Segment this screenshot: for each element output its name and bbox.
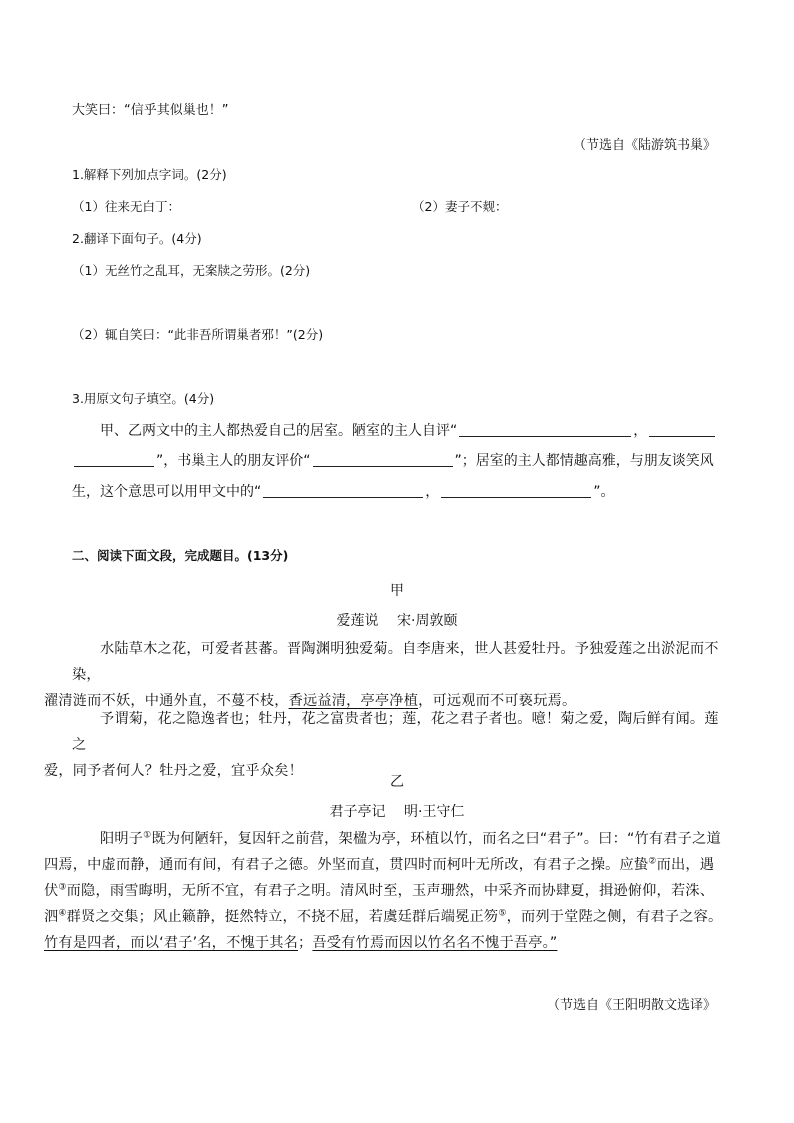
question-3-line-3: [72, 483, 615, 501]
answer-blank-4[interactable]: [263, 483, 423, 498]
yi-line-1a: 阳明子: [100, 831, 144, 847]
yi-underlined-sentence-2: 吾受有竹焉而因以竹名名不愧于吾亭。”: [312, 935, 558, 951]
question-1-item-2: （2）妻子不觌：: [412, 199, 508, 214]
jia-p2-line-b: 爱，同予者何人？牡丹之爱，宜乎众矣！: [44, 763, 303, 779]
answer-blank-3[interactable]: [313, 452, 453, 467]
answer-blank-5[interactable]: [441, 483, 591, 498]
q3-comma-2: ，: [425, 484, 440, 500]
section-2-heading: 二、阅读下面文段，完成题目。(13分): [72, 548, 289, 563]
jia-p1-line-a: 水陆草木之花，可爱者甚蕃。晋陶渊明独爱菊。自李唐来，世人甚爱牡丹。予独爱莲之出淤泥而不染，: [72, 641, 719, 683]
laugh-line: 大笑曰：“信乎其似巢也！”: [72, 103, 229, 118]
footnote-3: ③: [58, 882, 67, 893]
passage-yi-title: 君子亭记 明·王守仁: [329, 804, 465, 820]
yi-line-4b: 群贤之交集；风止籁静，挺然特立，不挠不屈，若虞廷群后端冕正笏: [66, 909, 499, 925]
question-1-title: 1.解释下列加点字词。(2分): [72, 167, 227, 182]
answer-blank-1[interactable]: [459, 422, 631, 437]
q3-comma-1: ，: [633, 423, 648, 439]
yi-line-2: [44, 857, 714, 873]
question-2-title: 2.翻译下面句子。(4分): [72, 231, 202, 246]
passage-jia-title: 爱莲说 宋·周敦颐: [336, 613, 458, 629]
q3-text-5: ”。: [593, 484, 615, 500]
passage-jia-paragraph-1: [44, 636, 732, 714]
footnote-2: ②: [648, 856, 657, 867]
answer-blank-2a[interactable]: [649, 422, 715, 437]
jia-p1b-pre: 濯清涟而不妖，中通外直，不蔓不枝，: [44, 693, 289, 709]
jia-p2-line-a: 予谓菊，花之隐逸者也；牡丹，花之富贵者也；莲，花之君子者也。噫！菊之爱，陶后鲜有闻。莲之: [72, 711, 719, 753]
q3-text-4: 生，这个意思可以用甲文中的“: [72, 484, 262, 500]
question-3-line-1: [100, 422, 717, 440]
q3-text-2: ”，书巢主人的朋友评价“: [156, 453, 311, 469]
yi-line-3: [44, 883, 714, 899]
question-1-item-1: （1）往来无白丁：: [72, 199, 180, 214]
footnote-1: ①: [143, 830, 152, 841]
yi-line-3a: 伏: [44, 883, 59, 899]
yi-line-5: [44, 935, 557, 951]
question-2-item-1: （1）无丝竹之乱耳，无案牍之劳形。(2分): [72, 263, 311, 278]
jia-p1b-post: ，可远观而不可亵玩焉。: [418, 693, 577, 709]
answer-blank-2b[interactable]: [74, 452, 154, 467]
passage-yi-label: 乙: [390, 774, 404, 790]
yi-line-1b: 既为何陋轩，复因轩之前营，架楹为亭，环植以竹，而名之曰“君子”。曰：“竹有君子之道: [151, 831, 721, 847]
question-3-title: 3.用原文句子填空。(4分): [72, 391, 215, 406]
footnote-4: ④: [58, 908, 67, 919]
yi-line-3b: 而隐，雨雪晦明，无所不宜，有君子之明。清风时至，玉声珊然，中采齐而协肆夏，揖逊俯仰，若洙、: [66, 883, 715, 899]
q3-text-3: ”；居室的主人都情趣高雅，与朋友谈笑风: [454, 453, 714, 469]
jia-underlined-phrase: 香远益清，亭亭净植: [288, 693, 419, 709]
passage-yi-paragraph: [44, 826, 732, 956]
yi-line-4a: 泗: [44, 909, 59, 925]
yi-line-4: [44, 909, 722, 925]
passage-jia-label: 甲: [390, 583, 404, 599]
question-3-line-2: [72, 452, 714, 470]
yi-semicolon: ；: [298, 935, 313, 951]
yi-line-2b: 而出，遇: [656, 857, 715, 873]
source-citation-1: （节选自《陆游筑书巢》: [572, 138, 716, 153]
footnote-5: ⑤: [498, 908, 507, 919]
yi-underlined-sentence-1: 竹有是四者，而以‘君子’名，不愧于其名: [44, 935, 299, 951]
yi-line-4c: ，而列于堂陛之侧，有君子之容。: [506, 909, 723, 925]
yi-line-2a: 四焉，中虚而静，通而有间，有君子之德。外坚而直，贯四时而柯叶无所改，有君子之操。应蛰: [44, 857, 649, 873]
question-2-item-2: （2）辄自笑曰：“此非吾所谓巢者邪！”(2分): [72, 327, 324, 342]
q3-text-1: 甲、乙两文中的主人都热爱自己的居室。陋室的主人自评“: [100, 423, 458, 439]
source-citation-2: （节选自《王阳明散文选译》: [546, 998, 716, 1013]
